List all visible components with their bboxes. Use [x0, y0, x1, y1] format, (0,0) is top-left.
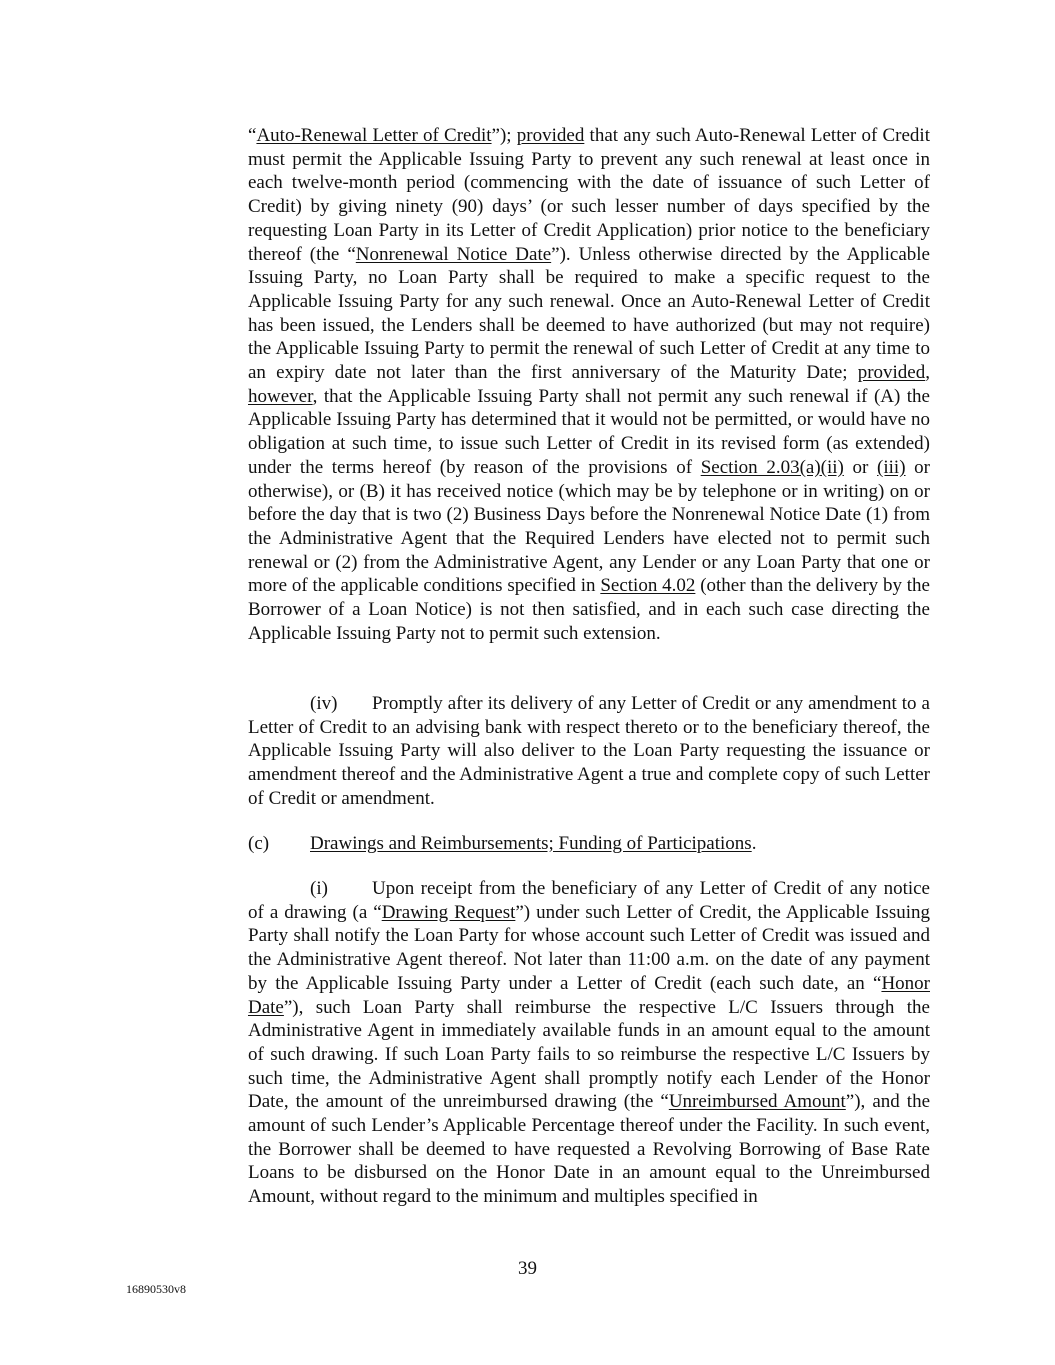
- text-run: ,: [925, 362, 930, 384]
- text-run: ”), and the amount of such Lender’s Applicable Percentage thereof under the Facility. In such event, the Borrower shall be deemed to have requested a Revolving Borrowing of Base Rate Loans to be disbursed on the Honor Date in an amount equal to the Unreimbursed Amount, without regard to the minimum and multiples specified in: [248, 1091, 930, 1208]
- paragraph-iv: [248, 692, 930, 811]
- clause-number: (i): [310, 878, 328, 899]
- text-run: ”), such Loan Party shall reimburse the respective L/C Issuers through the Administrative Agent in immediately available funds in an amount equal to the amount of such drawing. If such Loan Party fails to so reimburse the respective L/C Issuers by such time, the Administrative Agent shall promptly notify each Lender of the Honor Date, the amount of the unreimbursed drawing (the “: [248, 996, 930, 1113]
- section-heading-c: [248, 832, 930, 856]
- text-run: ”);: [491, 125, 517, 146]
- text-run: , that the Applicable Issuing Party shall not permit any such renewal if (A) the Applicable Issuing Party has determined that it would not be permitted, or would have no obligation at such time, to issue such Letter of Credit in its revised form (as extended) under the terms hereof (by reason of the provisions of: [248, 385, 930, 478]
- provided-term: provided: [857, 362, 926, 384]
- text-run: or: [843, 456, 878, 478]
- clause-text: Promptly after its delivery of any Letter of Credit or any amendment to a Letter of Credit to an advising bank with respect thereto or to the beneficiary thereof, the Applicable Issuing Party will also deliver to the Loan Party requesting the issuance or amendment thereof and the Administrative Agent a true and complete copy of such Letter of Credit or amendment.: [248, 693, 930, 809]
- paragraph-auto-renewal: [248, 124, 930, 645]
- page-number: 39: [518, 1258, 537, 1279]
- text-run: (other than the delivery by the Borrower of a Loan Notice) is not then satisfied, and in each such case directing the Applicable Issuing Party not to permit such extension.: [248, 575, 930, 644]
- section-reference-iii: (iii): [877, 456, 906, 478]
- heading-period: .: [751, 833, 757, 854]
- section-reference-4-02: Section 4.02: [600, 575, 696, 597]
- defined-term-auto-renewal: Auto-Renewal Letter of Credit: [256, 125, 492, 146]
- text-run: that any such Auto-Renewal Letter of Credit must permit the Applicable Issuing Party to prevent any such renewal at least once in each twelve-month period (commencing with the date of issuance of such Letter of Credit) by giving ninety (90) days’ (or such lesser number of days specified by the requesting Loan Party in its Letter of Credit Application) prior notice to the beneficiary thereof (the “: [248, 125, 930, 265]
- heading-number: (c): [248, 833, 270, 854]
- text-run: or otherwise), or (B) it has received notice (which may be by telephone or in writing) on or before the day that is two (2) Business Days before the Nonrenewal Notice Date (1) from the Administrative Agent that the Required Lenders have elected not to permit such renewal or (2) from the Administrative Agent, any Lender or any Loan Party that one or more of the applicable conditions specified in: [248, 456, 931, 597]
- text-run: “: [248, 125, 257, 146]
- text-run: ”). Unless otherwise directed by the Applicable Issuing Party, no Loan Party shall be required to make a specific request to the Applicable Issuing Party for any such renewal. Once an Auto-Renewal Letter of Credit has been issued, the Lenders shall be deemed to have authorized (but may not require) the Applicable Issuing Party to permit the renewal of such Letter of Credit at any time to an expiry date not later than the first anniversary of the Maturity Date;: [248, 243, 930, 384]
- heading-title: Drawings and Reimbursements; Funding of Participations: [310, 833, 752, 854]
- defined-term-unreimbursed-amount: Unreimbursed Amount: [668, 1091, 846, 1113]
- section-reference-2-03: Section 2.03(a)(ii): [700, 456, 844, 478]
- document-id: 16890530v8: [126, 1282, 186, 1296]
- provided-term: provided: [516, 125, 585, 146]
- text-run: ”) under such Letter of Credit, the Applicable Issuing Party shall notify the Loan Party for whose account such Letter of Credit was issued and the Administrative Agent thereof. Not later than 11:00 a.m. on the date of any payment by the Applicable Issuing Party under a Letter of Credit (each such date, an “: [248, 901, 930, 994]
- however-term: however: [248, 385, 313, 407]
- defined-term-honor-date: Honor Date: [248, 972, 930, 1018]
- defined-term-drawing-request: Drawing Request: [381, 901, 516, 923]
- paragraph-i: [248, 877, 930, 1209]
- text-run: Upon receipt from the beneficiary of any Letter of Credit of any notice of a drawing (a “: [248, 878, 930, 923]
- defined-term-nonrenewal-notice-date: Nonrenewal Notice Date: [355, 243, 552, 265]
- clause-number: (iv): [310, 693, 338, 714]
